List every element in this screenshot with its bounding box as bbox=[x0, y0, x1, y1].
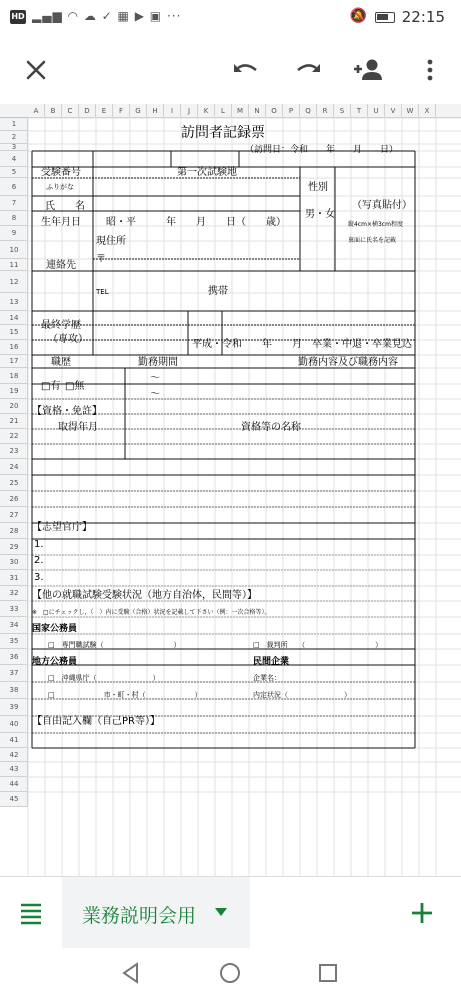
tilde-2: ～ bbox=[150, 389, 160, 400]
close-button[interactable] bbox=[16, 50, 56, 90]
has-checkbox[interactable]: □有 bbox=[41, 381, 61, 392]
add-person-icon bbox=[352, 58, 384, 82]
job-history-label: 職歴 bbox=[51, 357, 71, 368]
acquired-date-label: 取得年月 bbox=[58, 422, 98, 433]
row-header[interactable]: 7 bbox=[0, 196, 28, 211]
photo-size: 縦4cm×横3cm程度 bbox=[348, 221, 403, 228]
row-header[interactable]: 17 bbox=[0, 355, 28, 368]
row-header[interactable]: 32 bbox=[0, 586, 28, 601]
column-header[interactable]: E bbox=[96, 104, 113, 118]
row-header[interactable]: 31 bbox=[0, 570, 28, 586]
birthdate-label: 生年月日 bbox=[41, 217, 81, 228]
company-name: 企業名： bbox=[253, 674, 281, 682]
postal-mark: 〒 bbox=[96, 254, 106, 265]
none-checkbox[interactable]: □無 bbox=[65, 381, 85, 392]
wifi-icon: ◠ bbox=[67, 9, 79, 23]
column-header[interactable]: A bbox=[28, 104, 45, 118]
column-header[interactable]: K bbox=[198, 104, 215, 118]
photo-note: 裏面に氏名を記載 bbox=[348, 237, 397, 244]
dropdown-arrow-icon bbox=[214, 907, 228, 917]
redo-button[interactable] bbox=[288, 50, 328, 90]
contact-label: 連絡先 bbox=[46, 260, 76, 271]
row-header[interactable]: 45 bbox=[0, 792, 28, 807]
column-header[interactable]: S bbox=[334, 104, 351, 118]
redo-icon bbox=[294, 60, 322, 80]
column-header[interactable]: N bbox=[249, 104, 266, 118]
local-label: 地方公務員 bbox=[32, 657, 78, 667]
column-header[interactable]: Q bbox=[300, 104, 317, 118]
sheet-tab-active[interactable] bbox=[62, 877, 250, 949]
column-header[interactable]: D bbox=[79, 104, 96, 118]
row-header[interactable]: 24 bbox=[0, 459, 28, 475]
more-vert-icon bbox=[426, 58, 434, 82]
tilde-1: ～ bbox=[150, 373, 160, 384]
add-sheet-button[interactable] bbox=[400, 891, 444, 935]
tel-label: TEL bbox=[96, 288, 109, 296]
row-header[interactable]: 40 bbox=[0, 716, 28, 733]
sheet-tab-bar bbox=[0, 876, 461, 948]
address-label: 現住所 bbox=[96, 236, 126, 247]
senmon-exam[interactable]: □ 専門職試験（ ） bbox=[48, 641, 181, 649]
status-icons bbox=[32, 9, 181, 23]
row-header[interactable]: 16 bbox=[0, 340, 28, 355]
row-header[interactable]: 13 bbox=[0, 293, 28, 311]
column-header[interactable]: H bbox=[147, 104, 164, 118]
row-header[interactable]: 2 bbox=[0, 131, 28, 144]
column-header[interactable]: V bbox=[385, 104, 402, 118]
battery-icon bbox=[375, 12, 395, 23]
row-header[interactable]: 42 bbox=[0, 748, 28, 762]
add-person-button[interactable] bbox=[348, 50, 388, 90]
sheet-tab-label: 業務説明会用 bbox=[82, 905, 197, 927]
licenses-heading: 【資格・免許】 bbox=[32, 406, 102, 417]
other-exams-heading: 【他の就職試験受験状況（地方自治体，民間等）】 bbox=[32, 590, 257, 601]
row-header[interactable]: 36 bbox=[0, 649, 28, 665]
row-header[interactable]: 43 bbox=[0, 762, 28, 777]
row-header[interactable]: 3 bbox=[0, 144, 28, 151]
row-header[interactable]: 21 bbox=[0, 414, 28, 429]
back-icon[interactable] bbox=[120, 962, 142, 984]
clock: 22:15 bbox=[401, 8, 445, 26]
signal-icon: ▂▄▆ bbox=[32, 9, 63, 23]
row-header[interactable]: 38 bbox=[0, 682, 28, 699]
row-header[interactable]: 26 bbox=[0, 491, 28, 507]
column-header[interactable]: T bbox=[351, 104, 368, 118]
court-exam[interactable]: □ 裁判所 （ ） bbox=[253, 641, 383, 649]
column-header[interactable]: P bbox=[283, 104, 300, 118]
first-exam-site-label: 第一次試験地 bbox=[177, 167, 237, 178]
city-exam[interactable]: □ 市・町・村（ ） bbox=[48, 691, 202, 699]
status-bar bbox=[0, 0, 461, 36]
row-header[interactable]: 19 bbox=[0, 384, 28, 399]
private-label: 民間企業 bbox=[253, 657, 290, 667]
free-entry-heading: 【自由記入欄（自己PR等）】 bbox=[32, 716, 160, 727]
row-header[interactable]: 27 bbox=[0, 507, 28, 523]
row-header[interactable]: 10 bbox=[0, 241, 28, 259]
calendar-icon: ▦ bbox=[117, 9, 130, 23]
row-header[interactable]: 20 bbox=[0, 399, 28, 414]
hd-icon: HD bbox=[10, 10, 26, 24]
row-header[interactable]: 39 bbox=[0, 699, 28, 716]
gender-values: 男・女 bbox=[305, 209, 335, 220]
form-title: 訪問者記録票 bbox=[181, 125, 265, 141]
row-header[interactable]: 35 bbox=[0, 634, 28, 649]
recents-icon[interactable] bbox=[318, 963, 338, 983]
national-label: 国家公務員 bbox=[32, 624, 78, 634]
column-header[interactable]: X bbox=[419, 104, 436, 118]
desired-1: 1. bbox=[34, 539, 44, 550]
mobile-label: 携帯 bbox=[208, 286, 228, 297]
photo-label: （写真貼付） bbox=[352, 200, 412, 211]
visit-date: （訪問日：令和 年 月 日） bbox=[245, 145, 399, 155]
system-nav-bar bbox=[0, 948, 461, 999]
row-header[interactable]: 30 bbox=[0, 555, 28, 570]
column-header[interactable]: R bbox=[317, 104, 334, 118]
row-header[interactable]: 8 bbox=[0, 211, 28, 226]
mute-icon: 🔕 bbox=[349, 8, 367, 24]
row-header[interactable]: 33 bbox=[0, 601, 28, 617]
gender-label: 性別 bbox=[308, 182, 328, 193]
close-icon bbox=[25, 59, 47, 81]
row-header[interactable]: 9 bbox=[0, 226, 28, 241]
cloud-icon: ☁ bbox=[83, 9, 97, 23]
row-header[interactable]: 5 bbox=[0, 167, 28, 178]
column-header[interactable]: I bbox=[164, 104, 181, 118]
check-icon: ✓ bbox=[101, 9, 113, 23]
youtube-icon: ▶ bbox=[134, 9, 145, 23]
home-icon[interactable] bbox=[219, 962, 241, 984]
job-detail-label: 勤務内容及び職務内容 bbox=[298, 357, 398, 368]
work-period-label: 勤務期間 bbox=[138, 357, 178, 368]
media-icon: ▣ bbox=[149, 9, 163, 23]
name-label: 氏 名 bbox=[45, 201, 85, 212]
row-header[interactable]: 41 bbox=[0, 733, 28, 748]
more-dots-icon: ··· bbox=[166, 9, 182, 23]
spreadsheet[interactable] bbox=[0, 104, 461, 876]
desired-2: 2. bbox=[34, 555, 44, 566]
column-header[interactable]: U bbox=[368, 104, 385, 118]
okinawa-exam[interactable]: □ 沖縄県庁（ ） bbox=[48, 674, 160, 682]
column-header[interactable]: C bbox=[62, 104, 79, 118]
furigana-label: ふりがな bbox=[46, 183, 74, 191]
app-bar bbox=[0, 36, 461, 104]
graduation-status: 平成・令和 年 月 卒業・中退・卒業見込 bbox=[192, 339, 412, 350]
row-header[interactable]: 34 bbox=[0, 617, 28, 634]
column-header[interactable]: B bbox=[45, 104, 62, 118]
column-header[interactable]: W bbox=[402, 104, 419, 118]
row-header[interactable]: 28 bbox=[0, 523, 28, 539]
undo-button[interactable] bbox=[226, 50, 266, 90]
column-header[interactable]: J bbox=[181, 104, 198, 118]
row-header[interactable]: 29 bbox=[0, 539, 28, 555]
sheets-menu-button[interactable] bbox=[18, 901, 44, 925]
row-header[interactable]: 44 bbox=[0, 777, 28, 792]
row-header[interactable]: 11 bbox=[0, 259, 28, 271]
other-exams-note: ※ □にチェックし，（ ）内に受験（合格）状況を記載して下さい（例：一次合格等）。 bbox=[32, 609, 271, 616]
birthdate-value: 昭・平 年 月 日（ 歳） bbox=[106, 217, 286, 228]
undo-icon bbox=[232, 60, 260, 80]
row-header[interactable]: 37 bbox=[0, 665, 28, 682]
column-header[interactable]: O bbox=[266, 104, 283, 118]
row-header[interactable]: 4 bbox=[0, 151, 28, 167]
row-header[interactable]: 25 bbox=[0, 475, 28, 491]
row-header[interactable]: 1 bbox=[0, 118, 28, 131]
row-header[interactable]: 18 bbox=[0, 368, 28, 384]
desired-3: 3. bbox=[34, 572, 44, 583]
row-header[interactable]: 6 bbox=[0, 178, 28, 196]
row-header[interactable]: 22 bbox=[0, 429, 28, 444]
major-label: （専攻） bbox=[48, 334, 88, 345]
column-header[interactable]: F bbox=[113, 104, 130, 118]
desired-heading: 【志望官庁】 bbox=[32, 522, 92, 533]
offer-status: 内定状況（ ） bbox=[253, 691, 351, 699]
row-header[interactable]: 23 bbox=[0, 444, 28, 459]
exam-number-label: 受験番号 bbox=[41, 167, 81, 178]
row-header[interactable]: 14 bbox=[0, 311, 28, 325]
column-header[interactable]: M bbox=[232, 104, 249, 118]
more-button[interactable] bbox=[410, 50, 450, 90]
column-header[interactable]: L bbox=[215, 104, 232, 118]
menu-icon bbox=[18, 901, 44, 925]
plus-icon bbox=[400, 891, 444, 935]
row-header[interactable]: 12 bbox=[0, 271, 28, 293]
education-label: 最終学歴 bbox=[41, 320, 81, 331]
row-header[interactable]: 15 bbox=[0, 325, 28, 340]
license-name-label: 資格等の名称 bbox=[241, 422, 301, 433]
column-header[interactable]: G bbox=[130, 104, 147, 118]
